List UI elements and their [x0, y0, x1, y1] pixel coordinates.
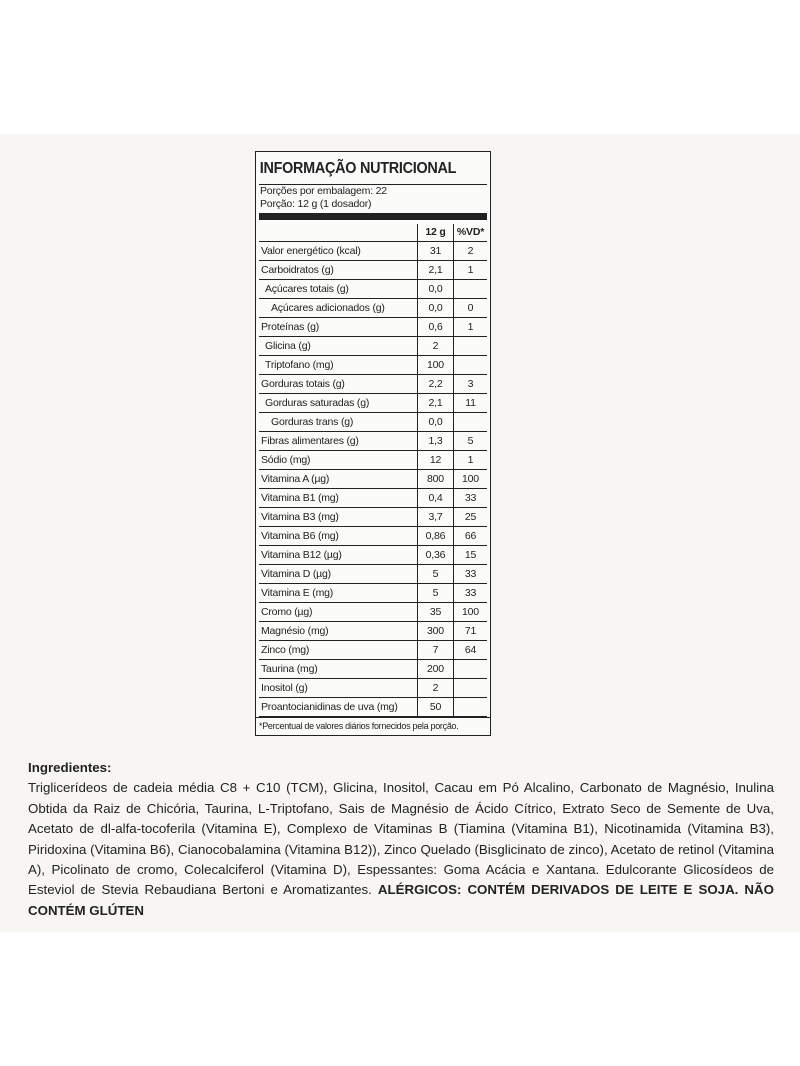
nutrient-amount: 31: [418, 242, 454, 261]
nutrient-amount: 0,6: [418, 318, 454, 337]
nutrition-facts-label: [255, 151, 491, 736]
nutrient-name: Gorduras trans (g): [259, 413, 418, 432]
nutrient-vd: 11: [454, 394, 488, 413]
nutrient-vd: [454, 679, 488, 698]
table-row: [259, 432, 487, 451]
nutrient-vd: 1: [454, 451, 488, 470]
table-row: [259, 280, 487, 299]
table-row: [259, 470, 487, 489]
table-row: [259, 356, 487, 375]
nutrient-amount: 0,0: [418, 413, 454, 432]
nutrient-name: Açúcares adicionados (g): [259, 299, 418, 318]
nutrient-vd: 33: [454, 489, 488, 508]
label-title: INFORMAÇÃO NUTRICIONAL: [259, 160, 457, 177]
nutrient-amount: 50: [418, 698, 454, 717]
table-row: [259, 660, 487, 679]
ingredients-title: Ingredientes:: [28, 760, 112, 775]
table-row: [259, 489, 487, 508]
nutrient-name: Zinco (mg): [259, 641, 418, 660]
nutrient-name: Proantocianidinas de uva (mg): [259, 698, 418, 717]
nutrient-vd: 1: [454, 318, 488, 337]
nutrient-vd: [454, 660, 488, 679]
nutrient-name: Gorduras totais (g): [259, 375, 418, 394]
nutrient-name: Cromo (µg): [259, 603, 418, 622]
serving-info: [256, 185, 490, 211]
nutrient-amount: 0,36: [418, 546, 454, 565]
nutrient-vd: 33: [454, 584, 488, 603]
table-row: [259, 337, 487, 356]
nutrient-vd: [454, 280, 488, 299]
nutrient-name: Taurina (mg): [259, 660, 418, 679]
nutrient-amount: 2: [418, 679, 454, 698]
nutrient-name: Vitamina B3 (mg): [259, 508, 418, 527]
nutrient-vd: 0: [454, 299, 488, 318]
allergens-warning: ALÉRGICOS: CONTÉM DERIVADOS DE LEITE E SOJA. NÃO CONTÉM GLÚTEN: [28, 882, 774, 918]
nutrient-amount: 5: [418, 565, 454, 584]
nutrient-vd: [454, 356, 488, 375]
nutrient-name: Vitamina B6 (mg): [259, 527, 418, 546]
nutrient-amount: 2,1: [418, 394, 454, 413]
table-row: [259, 527, 487, 546]
nutrient-vd: 64: [454, 641, 488, 660]
nutrient-name: Vitamina D (µg): [259, 565, 418, 584]
nutrient-amount: 2,2: [418, 375, 454, 394]
nutrient-amount: 0,86: [418, 527, 454, 546]
table-row: [259, 584, 487, 603]
header-blank: [259, 224, 418, 242]
nutrient-vd: 5: [454, 432, 488, 451]
nutrient-amount: 12: [418, 451, 454, 470]
nutrient-amount: 2: [418, 337, 454, 356]
ingredients-list: Triglicerídeos de cadeia média C8 + C10 (TCM), Glicina, Inositol, Cacau em Pó Alcalino, Carbonato de Magnésio, Inulina Obtida da Raiz de Chicória, Taurina, L-Triptofano, Sais de Magnésio de Ácido Cítrico, Extrato Seco de Semente de Uva, Acetato de dl-alfa-tocoferila (Vitamina E), Complexo de Vitaminas B (Tiamina (Vitamina B1), Nicotinamida (Vitamina B3), Piridoxina (Vitamina B6), Cianocobalamina (Vitamina B12)), Zinco Quelado (Bisglicinato de zinco), Acetato de retinol (Vitamina A), Picolinato de cromo, Colecalciferol (Vitamina D), Espessantes: Goma Acácia e Xantana. Edulcorante Glicosídeos de Esteviol de Stevia Rebaudiana Bertoni e Aromatizantes.: [28, 780, 774, 898]
table-row: [259, 641, 487, 660]
nutrient-name: Proteínas (g): [259, 318, 418, 337]
table-row: [259, 679, 487, 698]
nutrient-amount: 35: [418, 603, 454, 622]
table-row: [259, 622, 487, 641]
nutrient-vd: 66: [454, 527, 488, 546]
thick-divider: [259, 213, 487, 220]
nutrient-vd: 25: [454, 508, 488, 527]
nutrient-amount: 0,4: [418, 489, 454, 508]
nutrient-name: Açúcares totais (g): [259, 280, 418, 299]
nutrient-name: Gorduras saturadas (g): [259, 394, 418, 413]
nutrient-vd: 15: [454, 546, 488, 565]
nutrient-name: Vitamina E (mg): [259, 584, 418, 603]
nutrient-vd: [454, 337, 488, 356]
serving-size: Porção: 12 g (1 dosador): [260, 198, 372, 210]
nutrient-amount: 300: [418, 622, 454, 641]
nutrient-name: Glicina (g): [259, 337, 418, 356]
table-row: [259, 375, 487, 394]
ingredients-text: [28, 778, 774, 921]
nutrient-vd: 3: [454, 375, 488, 394]
nutrient-amount: 0,0: [418, 280, 454, 299]
table-row: [259, 413, 487, 432]
table-row: [259, 318, 487, 337]
nutrient-vd: 33: [454, 565, 488, 584]
nutrient-amount: 5: [418, 584, 454, 603]
nutrient-vd: 2: [454, 242, 488, 261]
ingredients-section: [28, 758, 774, 921]
nutrient-vd: [454, 413, 488, 432]
table-row: [259, 508, 487, 527]
table-row: [259, 242, 487, 261]
nutrient-amount: 3,7: [418, 508, 454, 527]
nutrient-name: Sódio (mg): [259, 451, 418, 470]
table-header-row: [259, 224, 487, 242]
header-amount: 12 g: [418, 224, 454, 242]
header-vd: %VD*: [454, 224, 488, 242]
nutrient-vd: [454, 698, 488, 717]
nutrient-name: Inositol (g): [259, 679, 418, 698]
nutrient-amount: 1,3: [418, 432, 454, 451]
table-row: [259, 299, 487, 318]
nutrient-vd: 1: [454, 261, 488, 280]
nutrient-name: Fibras alimentares (g): [259, 432, 418, 451]
nutrient-name: Vitamina B12 (µg): [259, 546, 418, 565]
nutrient-vd: 71: [454, 622, 488, 641]
nutrient-amount: 7: [418, 641, 454, 660]
nutrient-name: Valor energético (kcal): [259, 242, 418, 261]
nutrition-table: [259, 224, 487, 717]
servings-per-package: Porções por embalagem: 22: [260, 185, 387, 197]
table-row: [259, 565, 487, 584]
table-row: [259, 261, 487, 280]
nutrient-name: Vitamina A (µg): [259, 470, 418, 489]
table-row: [259, 603, 487, 622]
nutrient-amount: 200: [418, 660, 454, 679]
nutrient-vd: 100: [454, 603, 488, 622]
table-row: [259, 394, 487, 413]
nutrient-name: Triptofano (mg): [259, 356, 418, 375]
footnote: *Percentual de valores diários fornecidos pela porção.: [256, 717, 490, 735]
table-row: [259, 451, 487, 470]
nutrient-name: Magnésio (mg): [259, 622, 418, 641]
nutrient-name: Vitamina B1 (mg): [259, 489, 418, 508]
table-row: [259, 546, 487, 565]
table-row: [259, 698, 487, 717]
nutrient-amount: 800: [418, 470, 454, 489]
nutrient-vd: 100: [454, 470, 488, 489]
nutrient-amount: 2,1: [418, 261, 454, 280]
nutrient-amount: 0,0: [418, 299, 454, 318]
nutrient-name: Carboidratos (g): [259, 261, 418, 280]
nutrient-amount: 100: [418, 356, 454, 375]
